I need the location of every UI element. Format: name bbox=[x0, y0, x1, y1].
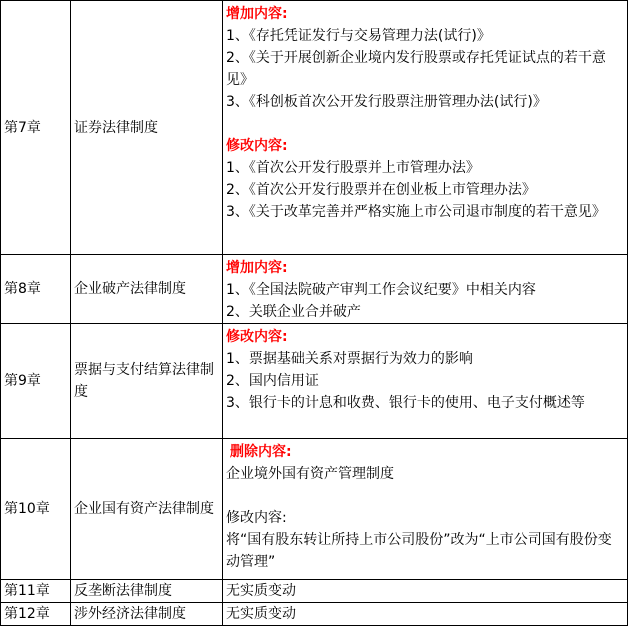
changes-cell: 无实质变动 bbox=[223, 580, 628, 603]
chapter-title-cell: 反垄断法律制度 bbox=[71, 580, 223, 603]
list-item: 将“国有股东转让所持上市公司股份”改为“上市公司国有股份变动管理” bbox=[226, 532, 612, 570]
chapter-title-cell: 票据与支付结算法律制度 bbox=[71, 324, 223, 439]
table-row bbox=[1, 324, 628, 439]
chapter-title-cell: 涉外经济法律制度 bbox=[71, 603, 223, 626]
changes-cell bbox=[223, 1, 628, 255]
table-row bbox=[1, 1, 628, 255]
list-item: 3、《科创板首次公开发行股票注册管理办法(试行)》 bbox=[226, 94, 547, 110]
modified-label: 修改内容: bbox=[226, 510, 287, 526]
table-row bbox=[1, 603, 628, 626]
list-item: 3、《关于改革完善并严格实施上市公司退市制度的若干意见》 bbox=[226, 204, 606, 220]
deleted-heading: 删除内容: bbox=[230, 444, 292, 460]
added-heading: 增加内容: bbox=[226, 260, 288, 276]
list-item: 3、银行卡的计息和收费、银行卡的使用、电子支付概述等 bbox=[226, 395, 585, 411]
added-heading: 增加内容: bbox=[226, 6, 288, 22]
chapter-title-cell: 企业破产法律制度 bbox=[71, 255, 223, 324]
list-item: 1、《存托凭证发行与交易管理力法(试行)》 bbox=[226, 28, 491, 44]
chapter-cell: 第8章 bbox=[1, 255, 71, 324]
changes-cell bbox=[223, 439, 628, 580]
chapter-cell: 第9章 bbox=[1, 324, 71, 439]
modified-heading: 修改内容: bbox=[226, 138, 288, 154]
list-item: 1、《全国法院破产审判工作会议纪要》中相关内容 bbox=[226, 282, 536, 298]
list-item: 1、《首次公开发行股票并上市管理办法》 bbox=[226, 160, 480, 176]
table-row bbox=[1, 255, 628, 324]
list-item: 1、票据基础关系对票据行为效力的影响 bbox=[226, 351, 473, 367]
modified-heading: 修改内容: bbox=[226, 329, 288, 345]
changes-cell: 无实质变动 bbox=[223, 603, 628, 626]
table-row bbox=[1, 439, 628, 580]
list-item: 2、关联企业合并破产 bbox=[226, 304, 361, 320]
chapter-title-cell: 企业国有资产法律制度 bbox=[71, 439, 223, 580]
list-item: 2、《关于开展创新企业境内发行股票或存托凭证试点的若干意见》 bbox=[226, 50, 606, 88]
list-item: 2、《首次公开发行股票并在创业板上市管理办法》 bbox=[226, 182, 536, 198]
chapter-cell: 第7章 bbox=[1, 1, 71, 255]
chapter-cell: 第12章 bbox=[1, 603, 71, 626]
chapter-cell: 第10章 bbox=[1, 439, 71, 580]
changes-cell bbox=[223, 255, 628, 324]
list-item: 企业境外国有资产管理制度 bbox=[226, 466, 394, 482]
chapter-cell: 第11章 bbox=[1, 580, 71, 603]
changes-cell bbox=[223, 324, 628, 439]
chapter-title-cell: 证券法律制度 bbox=[71, 1, 223, 255]
list-item: 2、国内信用证 bbox=[226, 373, 319, 389]
table-row bbox=[1, 580, 628, 603]
